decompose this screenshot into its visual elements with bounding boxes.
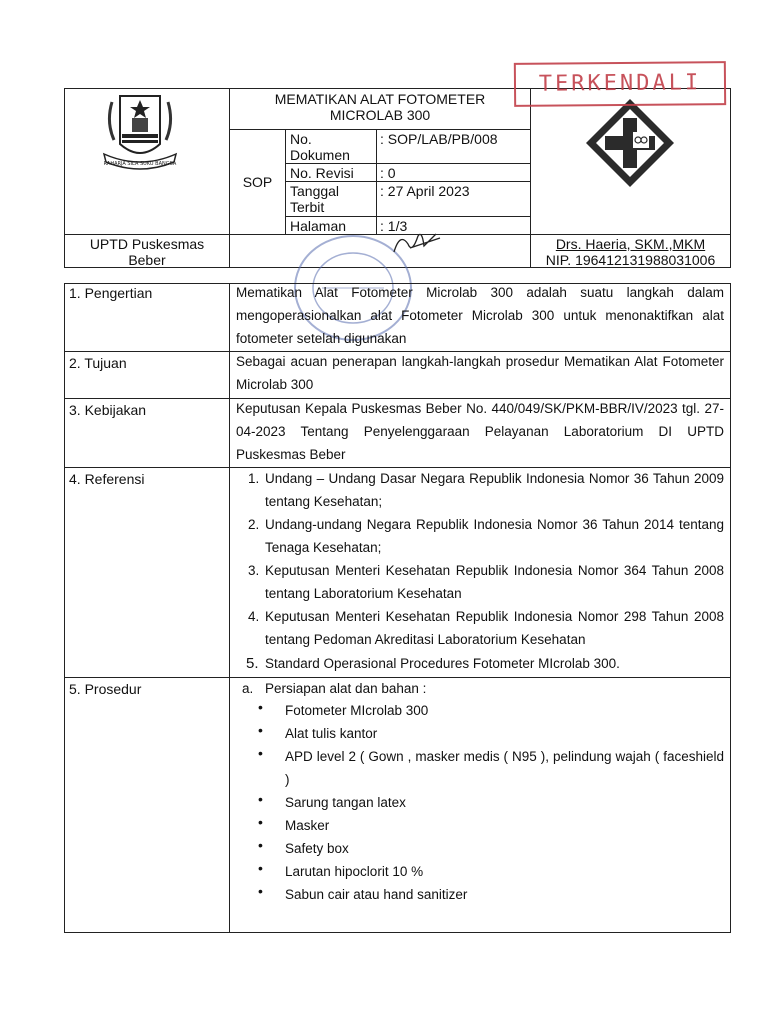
meta-label-tanggal: Tanggal Terbit xyxy=(290,183,340,215)
section-prosedur-label: 5. Prosedur xyxy=(69,681,142,697)
signer-name: Drs. Haeria, SKM.,MKM xyxy=(555,236,706,252)
prosedur-bullet: APD level 2 ( Gown , masker medis ( N95 ), pelindung wajah ( faceshield ) xyxy=(285,749,724,787)
referensi-num-5: 5. xyxy=(246,655,259,672)
doc-title-line2: MICROLAB 300 xyxy=(329,107,431,123)
bullet-dot: • xyxy=(258,814,263,830)
meta-value-no-dokumen: : SOP/LAB/PB/008 xyxy=(380,131,498,147)
referensi-item: Standard Operasional Procedures Fotometer MIcrolab 300. xyxy=(265,656,620,671)
signature-icon xyxy=(390,226,445,260)
prosedur-bullet: Masker xyxy=(285,818,330,833)
bullet-dot: • xyxy=(258,722,263,738)
meta-label-halaman: Halaman xyxy=(290,218,347,234)
referensi-num-3: 3. xyxy=(248,563,260,578)
body-left-col xyxy=(64,283,230,933)
bullet-dot: • xyxy=(258,860,263,876)
terkendali-stamp: TERKENDALI xyxy=(514,61,726,107)
prosedur-bullet: Sarung tangan latex xyxy=(285,795,406,810)
section-tujuan-label: 2. Tujuan xyxy=(69,355,127,371)
prosedur-sub-a: Persiapan alat dan bahan : xyxy=(265,681,427,696)
org-name-line2: Beber xyxy=(128,252,166,268)
section-referensi-label: 4. Referensi xyxy=(69,471,145,487)
section-pengertian-label: 1. Pengertian xyxy=(69,285,153,301)
referensi-num-4: 4. xyxy=(248,609,260,624)
prosedur-bullet: Fotometer MIcrolab 300 xyxy=(285,703,429,718)
meta-label-no-revisi: No. Revisi xyxy=(290,165,354,181)
referensi-num-1: 1. xyxy=(248,471,260,486)
referensi-item: Keputusan Menteri Kesehatan Republik Indonesia Nomor 298 Tahun 2008 tentang Pedoman Akreditasi Laboratorium Kesehatan xyxy=(265,609,724,647)
prosedur-bullet: Larutan hipoclorit 10 % xyxy=(285,864,424,879)
meta-value-tanggal: : 27 April 2023 xyxy=(380,183,470,199)
prosedur-bullet: Alat tulis kantor xyxy=(285,726,378,741)
bullet-dot: • xyxy=(258,745,263,761)
meta-value-no-revisi: : 0 xyxy=(380,165,396,181)
regency-emblem-icon xyxy=(98,92,182,178)
referensi-item: Undang – Undang Dasar Negara Republik Indonesia Nomor 36 Tahun 2009 tentang Kesehatan; xyxy=(265,471,724,509)
doc-title-line1: MEMATIKAN ALAT FOTOMETER xyxy=(274,91,486,107)
prosedur-bullet: Sabun cair atau hand sanitizer xyxy=(285,887,468,902)
prosedur-bullet: Safety box xyxy=(285,841,349,856)
bullet-dot: • xyxy=(258,883,263,899)
meta-label-no-dokumen: No. Dokumen xyxy=(290,131,350,163)
section-tujuan-text: Sebagai acuan penerapan langkah-langkah prosedur Mematikan Alat Fotometer Microlab 300 xyxy=(236,354,724,392)
bullet-dot: • xyxy=(258,837,263,853)
referensi-item: Undang-undang Negara Republik Indonesia Nomor 36 Tahun 2014 tentang Tenaga Kesehatan; xyxy=(265,517,724,555)
signer-nip: NIP. 196412131988031006 xyxy=(545,252,716,268)
sop-label: SOP xyxy=(242,174,273,190)
referensi-num-2: 2. xyxy=(248,517,260,532)
referensi-item: Keputusan Menteri Kesehatan Republik Indonesia Nomor 364 Tahun 2008 tentang Laboratorium Kesehatan xyxy=(265,563,724,601)
bullet-dot: • xyxy=(258,791,263,807)
meta-value-halaman: : 1/3 xyxy=(380,218,408,234)
logo-motto: RAHARJA SILA SUKU BANGSA xyxy=(103,161,177,167)
section-pengertian-text: Mematikan Alat Fotometer Microlab 300 adalah suatu langkah dalam mengoperasionalkan alat Fotometer Microlab 300 untuk menonaktifkan alat fotometer setelah digunakan xyxy=(236,285,724,346)
section-kebijakan-text: Keputusan Kepala Puskesmas Beber No. 440/049/SK/PKM-BBR/IV/2023 tgl. 27-04-2023 Tentang Penyelenggaraan Pelayanan Laboratorium DI UPTD Puskesmas Beber xyxy=(236,401,724,462)
bullet-dot: • xyxy=(258,699,263,715)
org-name-line1: UPTD Puskesmas xyxy=(89,236,205,252)
prosedur-sub-letter: a. xyxy=(242,681,254,696)
section-kebijakan-label: 3. Kebijakan xyxy=(69,402,147,418)
puskesmas-logo-icon xyxy=(583,96,678,190)
